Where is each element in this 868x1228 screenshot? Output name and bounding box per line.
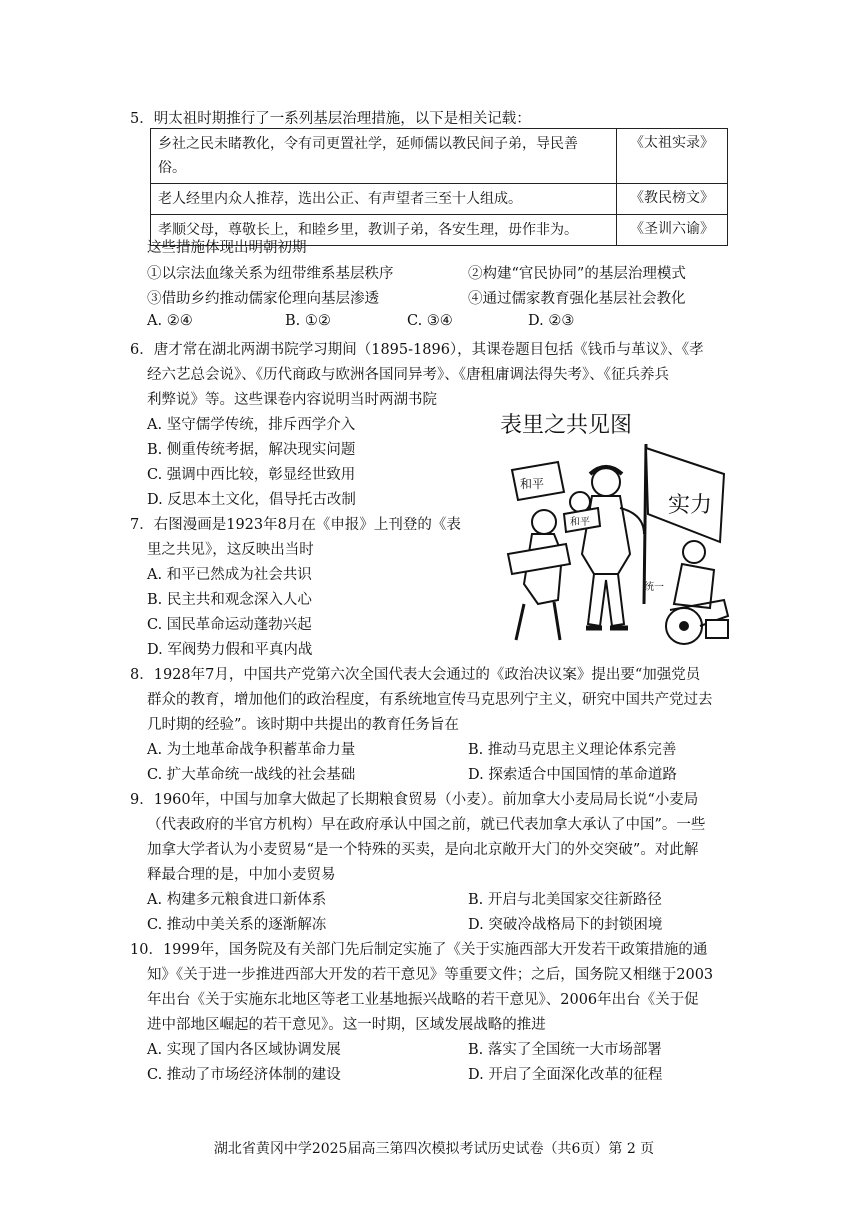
q10-option-b[interactable]: B. 落实了全国统一大市场部署 — [468, 1042, 662, 1058]
q9-stem-line: 9．1960年，中国与加拿大做起了长期粮食贸易（小麦）。前加拿大小麦局局长说“小麦局 — [130, 792, 699, 808]
q5-item: ①以宗法血缘关系为纽带维系基层秩序 — [147, 266, 394, 282]
q10-stem-line: 进中部地区崛起的若干意见》。这一时期，区域发展战略的推进 — [147, 1017, 546, 1033]
q9-option-c[interactable]: C. 推动中美关系的逐渐解冻 — [147, 917, 327, 933]
q7-option-a[interactable]: A. 和平已然成为社会共识 — [147, 567, 312, 583]
q6-stem-line: 6．唐才常在湖北两湖书院学习期间（1895-1896），其课卷题目包括《钱币与革议》、《孝 — [130, 342, 704, 358]
q6-option-d[interactable]: D. 反思本土文化，倡导托古改制 — [147, 492, 356, 508]
q9-option-b[interactable]: B. 开启与北美国家交往新路径 — [468, 892, 662, 908]
q8-option-a[interactable]: A. 为土地革命战争积蓄革命力量 — [147, 742, 356, 758]
q8-option-d[interactable]: D. 探索适合中国国情的革命道路 — [468, 767, 677, 783]
political-cartoon-image — [494, 404, 734, 654]
table-cell-text: 孝顺父母，尊敬长上，和睦乡里，教训子弟，各安生理，毋作非为。 — [151, 215, 617, 246]
q7-option-b[interactable]: B. 民主共和观念深入人心 — [147, 592, 312, 608]
q5-option-a[interactable]: A. ②④ — [147, 313, 193, 329]
cartoon-title: 表里之共见图 — [500, 413, 633, 438]
q8-option-c[interactable]: C. 扩大革命统一战线的社会基础 — [147, 767, 356, 783]
q10-stem-line: 10．1999年，国务院及有关部门先后制定实施了《关于实施西部大开发若干政策措施的通 — [130, 942, 708, 958]
q5-prompt: 这些措施体现出明朝初期 — [147, 240, 307, 256]
q7-stem-line: 里之共见》，这反映出当时 — [147, 542, 314, 558]
cell-line: 乡社之民未睹教化，令有司更置社学，延师儒以教民间子弟，导民善 — [158, 136, 578, 152]
q9-stem-line: 加拿大学者认为小麦贸易“是一个特殊的买卖，是向北京敞开大门的外交突破”。对此解 — [147, 842, 699, 858]
q8-option-b[interactable]: B. 推动马克思主义理论体系完善 — [468, 742, 677, 758]
q9-stem-line: 释最合理的是，中加小麦贸易 — [147, 867, 336, 883]
q7-option-d[interactable]: D. 军阀势力假和平真内战 — [147, 642, 313, 658]
q7-stem-line: 7．右图漫画是1923年8月在《申报》上刊登的《表 — [130, 517, 461, 533]
table-row — [151, 184, 728, 215]
q8-stem-line: 群众的教育，增加他们的政治程度，有系统地宣传马克思列宁主义，研究中国共产党过去 — [147, 692, 713, 708]
q9-option-d[interactable]: D. 突破冷战格局下的封锁困境 — [468, 917, 663, 933]
cartoon-sign-mid: 和平 — [570, 517, 590, 528]
q9-option-a[interactable]: A. 构建多元粮食进口新体系 — [147, 892, 327, 908]
table-row — [151, 129, 728, 184]
q5-item: ②构建“官民协同”的基层治理模式 — [468, 266, 686, 282]
q5-option-c[interactable]: C. ③④ — [407, 313, 453, 329]
table-cell-source: 《圣训六谕》 — [617, 215, 728, 246]
q6-option-c[interactable]: C. 强调中西比较，彰显经世致用 — [147, 467, 356, 483]
q6-option-a[interactable]: A. 坚守儒学传统，排斥西学介入 — [147, 417, 356, 433]
q5-item: ④通过儒家教育强化基层社会教化 — [468, 291, 686, 307]
q5-option-b[interactable]: B. ①② — [285, 313, 331, 329]
q10-option-d[interactable]: D. 开启了全面深化改革的征程 — [468, 1067, 663, 1083]
q6-option-b[interactable]: B. 侧重传统考据，解决现实问题 — [147, 442, 356, 458]
q8-stem-line: 几时期的经验”。该时期中共提出的教育任务旨在 — [147, 717, 459, 733]
cell-line: 俗。 — [158, 160, 186, 176]
cartoon-sign-small: 统一 — [644, 582, 664, 593]
q9-stem-line: （代表政府的半官方机构）早在政府承认中国之前，就已代表加拿大承认了中国”。一些 — [147, 817, 706, 833]
q8-stem-line: 8．1928年7月，中国共产党第六次全国代表大会通过的《政治决议案》提出要“加强党员 — [130, 667, 701, 683]
cartoon-flag-text: 实力 — [668, 493, 713, 518]
table-cell-text — [151, 129, 617, 184]
table-cell-source: 《教民榜文》 — [617, 184, 728, 215]
q5-item: ③借助乡约推动儒家伦理向基层渗透 — [147, 291, 379, 307]
table-cell-text: 老人经里内众人推荐，选出公正、有声望者三至十人组成。 — [151, 184, 617, 215]
q5-source-table — [150, 128, 728, 246]
q7-option-c[interactable]: C. 国民革命运动蓬勃兴起 — [147, 617, 312, 633]
table-cell-source: 《太祖实录》 — [617, 129, 728, 184]
q5-option-d[interactable]: D. ②③ — [528, 313, 575, 329]
q10-option-c[interactable]: C. 推动了市场经济体制的建设 — [147, 1067, 341, 1083]
q6-stem-line: 利弊说》等。这些课卷内容说明当时两湖书院 — [147, 392, 437, 408]
q10-stem-line: 年出台《关于实施东北地区等老工业基地振兴战略的若干意见》、2006年出台《关于促 — [147, 992, 699, 1008]
q5-stem: 5．明太祖时期推行了一系列基层治理措施，以下是相关记载： — [130, 111, 531, 127]
q10-option-a[interactable]: A. 实现了国内各区域协调发展 — [147, 1042, 341, 1058]
cartoon-sign-left: 和平 — [520, 477, 545, 491]
page-footer: 湖北省黄冈中学2025届高三第四次模拟考试历史试卷（共6页）第 2 页 — [213, 1141, 655, 1157]
q6-stem-line: 经六艺总会说》、《历代商政与欧洲各国同异考》、《唐租庸调法得失考》、《征兵养兵 — [147, 367, 669, 383]
q10-stem-line: 知》《关于进一步推进西部大开发的若干意见》等重要文件；之后，国务院又相继于2003 — [147, 967, 714, 983]
